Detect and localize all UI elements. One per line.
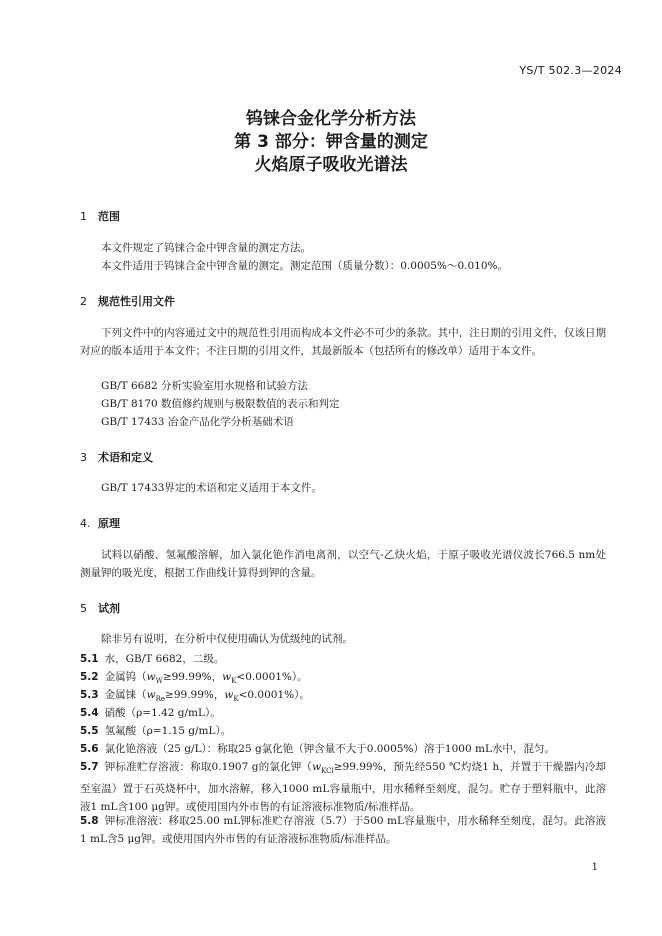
item-text: 金属钨（$w_W\ge 99.99\%$，$w_K<0.0001\%$）。 bbox=[104, 671, 308, 686]
scope-para-1: 本文件规定了钨铼合金中钾含量的测定方法。 bbox=[101, 242, 311, 254]
page-number: 1 bbox=[591, 862, 598, 873]
item-text: 金属铼（$w_{Re}\ge 99.99\%$，$w_K<0.0001\%$）。 bbox=[104, 689, 310, 704]
section-title: 范围 bbox=[98, 210, 120, 223]
item-number: 5.4 bbox=[80, 707, 99, 719]
principle-para: 试料以硝酸、氢氟酸溶解，加入氯化铯作消电离剂，以空气-乙炔火焰，于原子吸收光谱仪波长766.5 nm处测量钾的吸光度，根据工作曲线计算得到钾的含量。 bbox=[80, 549, 606, 579]
reference-item: GB/T 17433 冶金产品化学分析基础术语 bbox=[101, 416, 294, 428]
section-5-heading bbox=[80, 600, 120, 616]
item-text: 水，GB/T 6682，二级。 bbox=[104, 653, 225, 665]
reagents-intro: 除非另有说明，在分析中仅使用确认为优级纯的试剂。 bbox=[101, 633, 353, 645]
reagent-item bbox=[80, 758, 606, 816]
section-number: 1 bbox=[80, 210, 87, 223]
reference-item: GB/T 8170 数值修约规则与极限数值的表示和判定 bbox=[101, 398, 340, 410]
doc-title-line2: 第 3 部分：钾含量的测定 bbox=[234, 132, 428, 152]
item-number: 5.2 bbox=[80, 671, 99, 683]
scope-para-2: 本文件适用于钨铼合金中钾含量的测定。测定范围（质量分数）：0.0005%～0.010%。 bbox=[101, 260, 509, 272]
item-text: 钾标准贮存溶液：称取0.1907 g的氯化钾（$w_{KCl}\ge 99.99\%$，预先经550 ℃灼烧1 h，并置于干燥器内冷却至室温）置于石英烧杯中，加水溶解，移入1000 mL容量瓶中，用水稀释至刻度，混匀。贮存于塑料瓶中，此溶液1 mL含100 μg钾。或使用国内外市售的有证溶液标准物质/标准样品。 bbox=[80, 761, 606, 814]
reference-item: GB/T 6682 分析实验室用水规格和试验方法 bbox=[101, 380, 309, 392]
section-3-heading bbox=[80, 449, 153, 465]
section-number: 5 bbox=[80, 602, 87, 615]
section-title: 规范性引用文件 bbox=[98, 295, 175, 308]
terms-para: GB/T 17433界定的术语和定义适用于本文件。 bbox=[101, 482, 322, 494]
item-number: 5.8 bbox=[80, 815, 99, 827]
section-2-heading bbox=[80, 293, 175, 309]
reagent-item bbox=[80, 812, 606, 848]
item-number: 5.5 bbox=[80, 725, 99, 737]
references-intro: 下列文件中的内容通过文中的规范性引用而构成本文件必不可少的条款。其中，注日期的引用文件，仅该日期对应的版本适用于本文件；不注日期的引用文件，其最新版本（包括所有的修改单）适用于本文件。 bbox=[80, 327, 606, 357]
item-number: 5.3 bbox=[80, 689, 99, 701]
item-number: 5.1 bbox=[80, 653, 99, 665]
reagent-item bbox=[80, 704, 606, 722]
reagent-item bbox=[80, 722, 606, 740]
section-title: 术语和定义 bbox=[98, 451, 153, 464]
doc-title-line3: 火焰原子吸收光谱法 bbox=[254, 155, 408, 175]
reagent-item bbox=[80, 740, 606, 758]
section-title: 试剂 bbox=[98, 602, 120, 615]
item-number: 5.6 bbox=[80, 743, 99, 755]
section-title: 原理 bbox=[98, 517, 120, 530]
item-text: 氯化铯溶液（25 g/L）：称取25 g氯化铯（钾含量不大于0.0005%）溶于1000 mL水中，混匀。 bbox=[104, 743, 555, 755]
section-number: 2 bbox=[80, 295, 87, 308]
section-4-heading bbox=[80, 515, 120, 531]
standard-code: YS/T 502.3—2024 bbox=[519, 64, 622, 77]
section-number: 4. bbox=[80, 517, 91, 530]
item-text: 钾标准溶液：移取25.00 mL钾标准贮存溶液（5.7）于500 mL容量瓶中，用水稀释至刻度，混匀。此溶液1 mL含5 μg钾。或使用国内外市售的有证溶液标准物质/标准样品。 bbox=[80, 815, 606, 845]
section-1-heading bbox=[80, 208, 120, 224]
doc-title-line1: 钨铼合金化学分析方法 bbox=[246, 109, 416, 129]
item-text: 氢氟酸（ρ=1.15 g/mL）。 bbox=[104, 725, 232, 737]
item-text: 硝酸（ρ=1.42 g/mL）。 bbox=[104, 707, 221, 719]
item-number: 5.7 bbox=[80, 761, 99, 773]
section-number: 3 bbox=[80, 451, 87, 464]
reagent-item bbox=[80, 650, 606, 668]
